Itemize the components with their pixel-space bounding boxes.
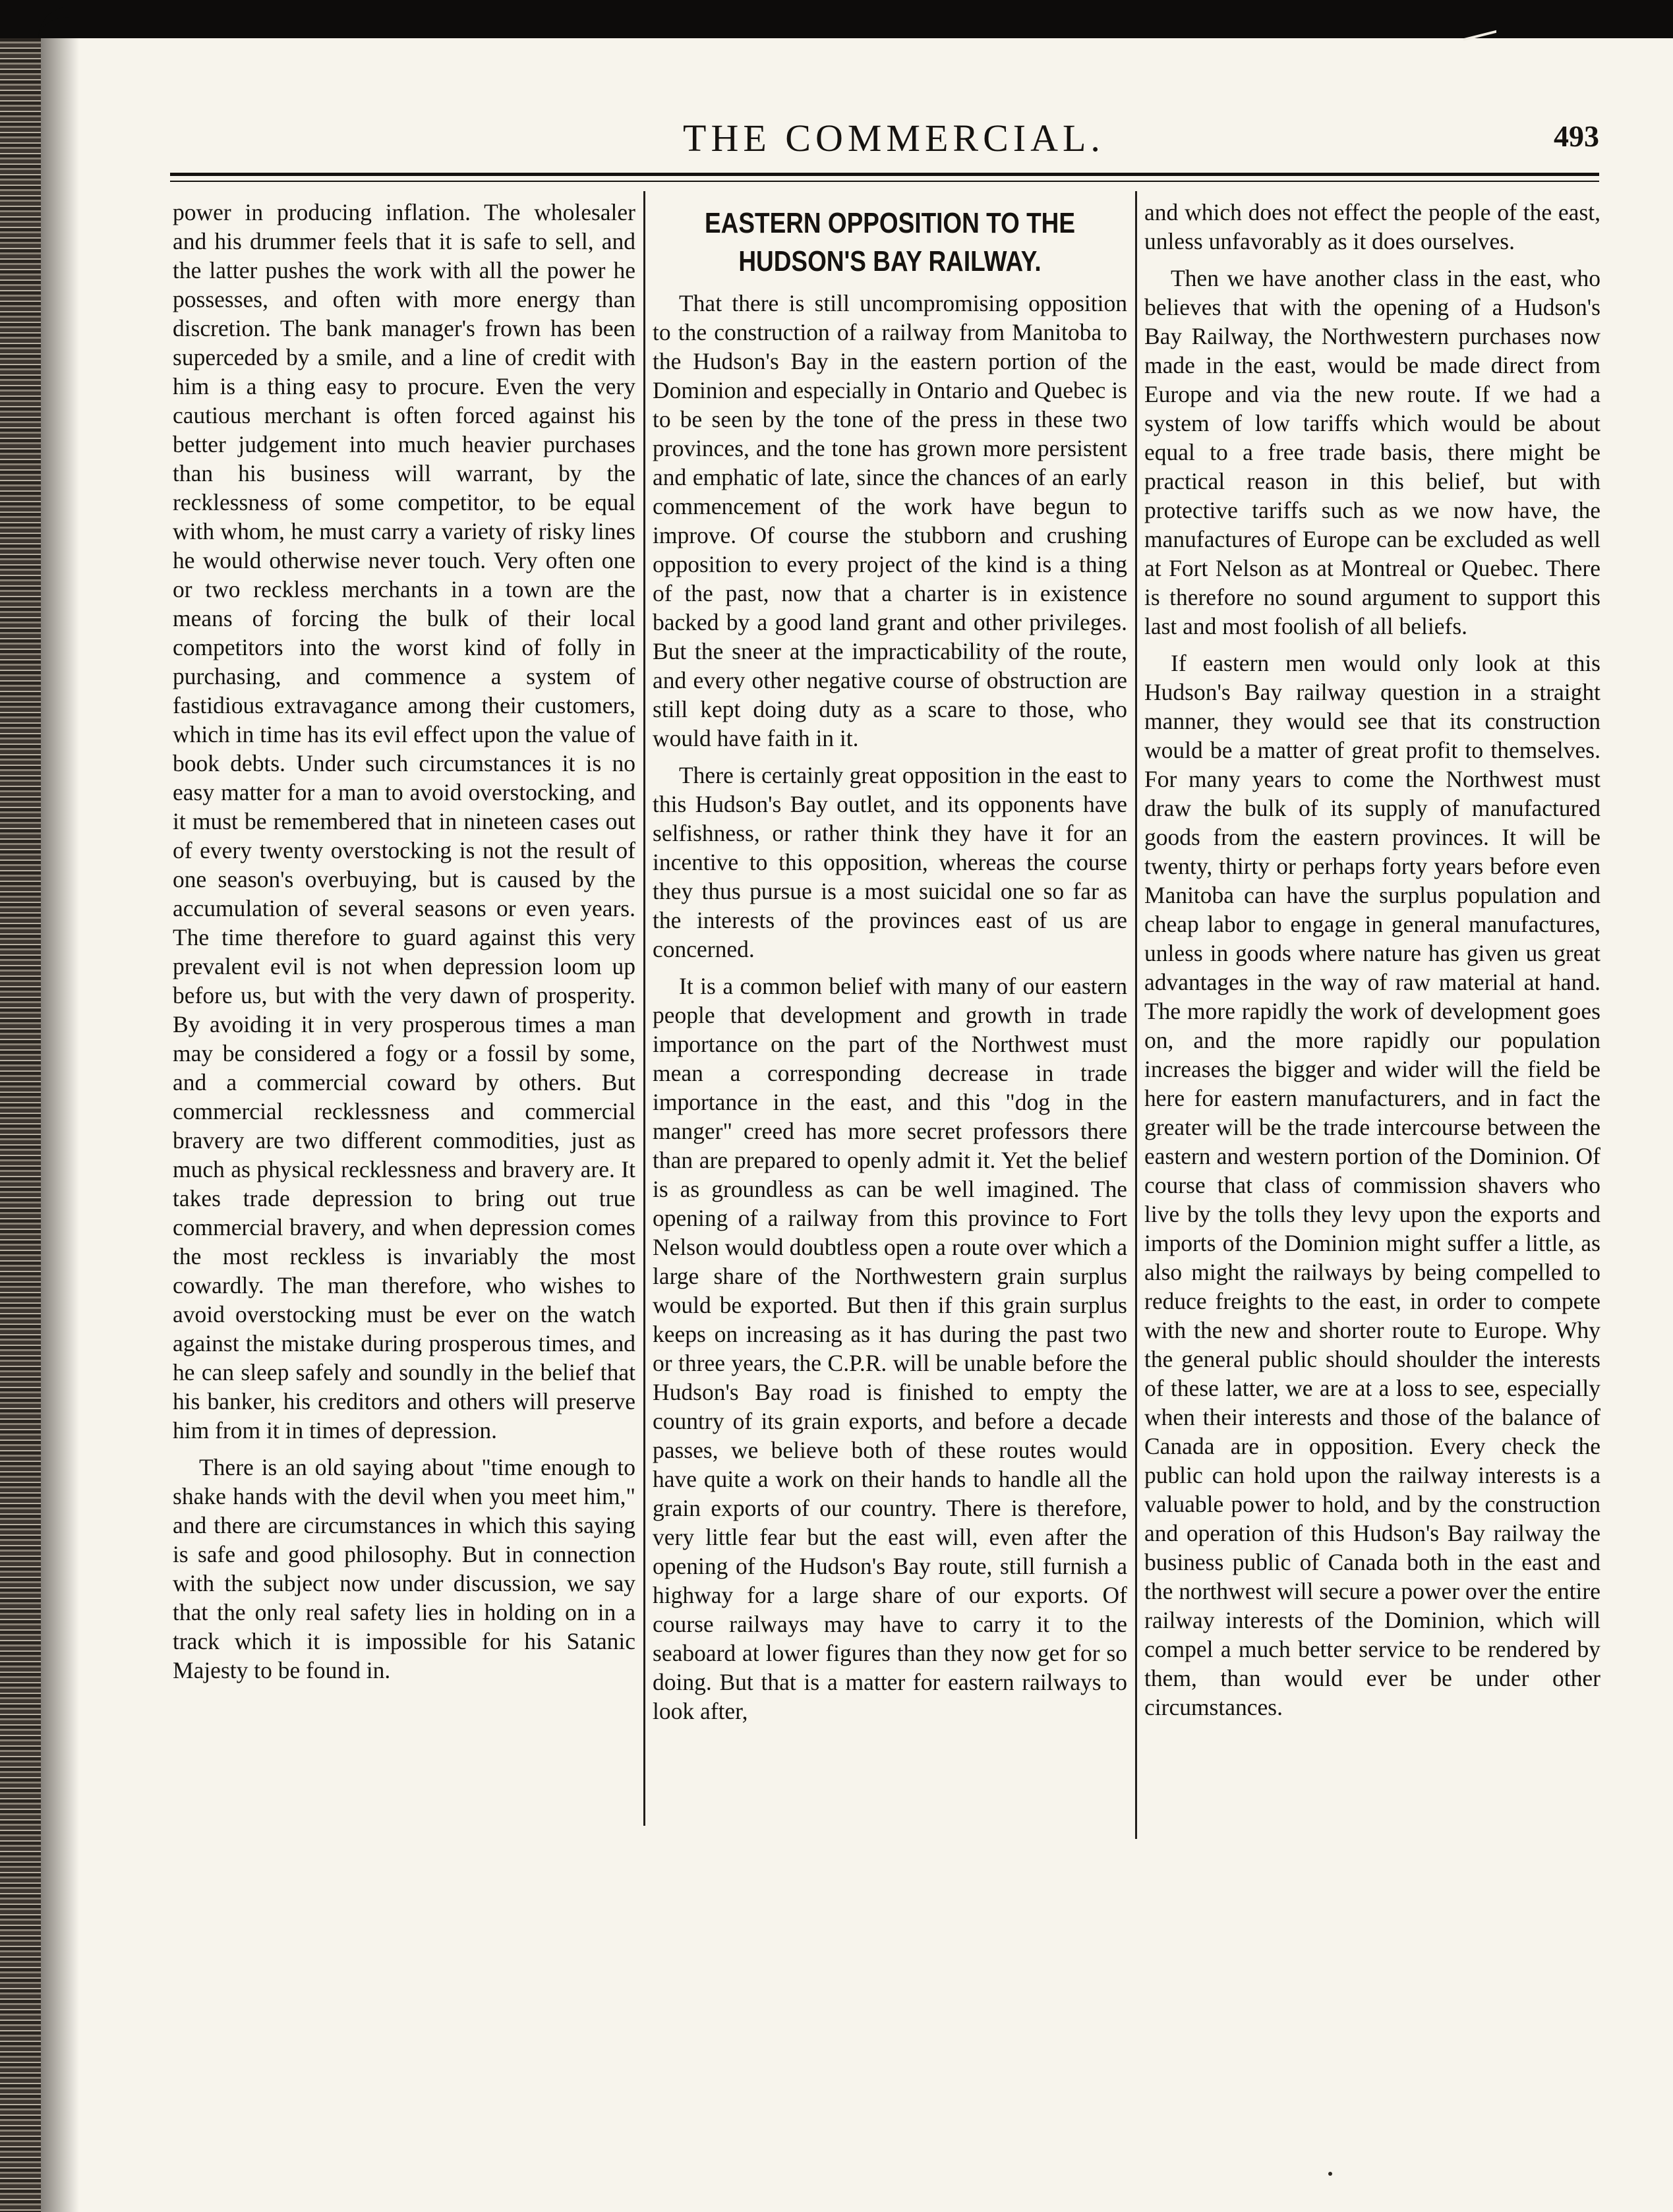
binding-texture: [0, 38, 41, 2212]
print-speck: [1328, 2172, 1332, 2176]
article-column-3: [1144, 198, 1600, 1730]
scan-top-border: [0, 0, 1673, 38]
paragraph: power in producing inflation. The wholesaler and his drummer feels that it is safe to sell, and the latter pushes the work with all the power he possesses, and often with more energy than discretion. The bank manager's frown has been superceded by a smile, and a line of credit with him is a thing easy to procure. Even the very cautious merchant is often forced against his better judgement into much heavier purchases than his business will warrant, by the recklessness of some competitor, to be equal with whom, he must carry a variety of risky lines he would otherwise never touch. Very often one or two reckless merchants in a town are the means of forcing the bulk of their local competitors into the worst kind of folly in purchasing, and commence a system of fastidious extravagance among their customers, which in time has its evil effect upon the value of book debts. Under such circumstances it is no easy matter for a man to avoid overstocking, and it must be remembered that in nineteen cases out of every twenty overstocking is not the result of one season's overbuying, but is caused by the accumulation of several seasons or even years. The time therefore to guard against this very prevalent evil is not when depression loom up before us, but with the very dawn of prosperity. By avoiding it in very prosperous times a man may be considered a fogy or a fossil by some, and a commercial coward by others. But commercial recklessness and commercial bravery are two different commodities, just as much as physical recklessness and bravery are. It takes trade depression to bring out true commercial bravery, and when depression comes the most reckless is invariably the most cowardly. The man therefore, who wishes to avoid overstocking must be ever on the watch against the mistake during prosperous times, and he can sleep safely and soundly in the belief that his banker, his creditors and others will preserve him from it in times of depression.: [173, 199, 635, 1443]
article-column-1: [173, 198, 635, 1693]
binding-curl: [38, 7, 144, 38]
masthead: THE COMMERCIAL.: [683, 117, 1105, 160]
page-binding-edge: [0, 38, 79, 2212]
paragraph: and which does not effect the people of the east, unless unfavorably as it does ourselves.: [1144, 199, 1600, 254]
header-rule-thin: [170, 181, 1599, 182]
paragraph: Then we have another class in the east, who believes that with the opening of a Hudson's Bay Railway, the Northwestern purchases now made in the east, would be made direct from Europe and via the new route. If we had a system of low tariffs which would be about equal to a free trade basis, there might be practical reason in this belief, but with protective tariffs such as we now have, the manufactures of Europe can be excluded as well at Fort Nelson as at Montreal or Quebec. There is therefore no sound argument to support this last and most foolish of all beliefs.: [1144, 265, 1600, 639]
pen-mark: [1463, 22, 1496, 41]
paragraph: There is certainly great opposition in the east to this Hudson's Bay outlet, and its opponents have selfishness, or rather think they have it for an incentive to this opposition, whereas the course they thus pursue is a most suicidal one so far as the interests of the provinces east of us are concerned.: [653, 762, 1127, 962]
column-rule-2: [1135, 191, 1137, 1839]
paragraph: It is a common belief with many of our eastern people that development and growth in trade importance on the part of the Northwest must mean a corresponding decrease in trade importance in the east, and this "dog in the manger" creed has more secret professors there than are prepared to openly admit it. Yet the belief is as groundless as can be well imagined. The opening of a railway from this province to Fort Nelson would doubtless open a route over which a large share of the Northwestern grain surplus would be exported. But then if this grain surplus keeps on increasing as it has during the past two or three years, the C.P.R. will be unable before the Hudson's Bay road is finished to empty the country of its grain exports, and before a decade passes, we believe both of these routes would have quite a work on their hands to handle all the grain exports of our country. There is therefore, very little fear but the east will, even after the opening of the Hudson's Bay route, still furnish a highway for a large share of our exports. Of course railways may have to carry it to the seaboard at lower figures than they now get for so doing. But that is a matter for eastern railways to look after,: [653, 973, 1127, 1724]
binding-shadow: [41, 38, 79, 2212]
header-rule-thick: [170, 173, 1599, 176]
paragraph: If eastern men would only look at this Hudson's Bay railway question in a straight manner, they would see that its construction would be a matter of great profit to themselves. For many years to come the Northwest must draw the bulk of its supply of manufactured goods from the eastern provinces. It will be twenty, thirty or perhaps forty years before even Manitoba can have the surplus population and cheap labor to engage in general manufactures, unless in goods where nature has given us great advantages in the way of raw material at hand. The more rapidly the work of development goes on, and the more rapidly our population increases the bigger and wider will the field be here for eastern manufacturers, and in fact the greater will be the trade intercourse between the eastern and western portion of the Dominion. Of course that class of commission shavers who live by the tolls they levy upon the exports and imports of the Dominion might suffer a little, as also might the railways by being compelled to reduce freights to the east, in order to compete with the new and shorter route to Europe. Why the general public should shoulder the interests of these latter, we are at a loss to see, especially when their interests and those of the balance of Canada are in opposition. Every check the public can hold upon the railway interests is a valuable power to hold, and by the construction and operation of this Hudson's Bay railway the business public of Canada both in the east and the northwest will secure a power over the entire railway interests of the Dominion, which will compel a much better service to be rendered by them, than would ever be under other circumstances.: [1144, 650, 1600, 1720]
page-number: 493: [1554, 119, 1599, 153]
column-rule-1: [643, 191, 645, 1826]
paragraph: There is an old saying about "time enough to shake hands with the devil when you meet him," and there are circumstances in which this saying is safe and good philosophy. But in connection with the subject now under discussion, we say that the only real safety lies in holding on in a track which it is impossible for his Satanic Majesty to be found in.: [173, 1454, 635, 1683]
article-headline: EASTERN OPPOSITION TO THE HUDSON'S BAY RAILWAY.: [704, 207, 1075, 277]
article-column-2: [653, 198, 1127, 1733]
paragraph: That there is still uncompromising opposition to the construction of a railway from Manitoba to the Hudson's Bay in the eastern portion of the Dominion and especially in Ontario and Quebec is to be seen by the tone of the press in these two provinces, and the tone has grown more persistent and emphatic of late, since the chances of an early commencement of the work have begun to improve. Of course the stubborn and crushing opposition to every project of the kind is a thing of the past, now that a charter is in existence backed by a good land grant and other privileges. But the sneer at the impracticability of the route, and every other negative course of obstruction are still kept doing duty as a scare to those, who would have faith in it.: [653, 290, 1127, 751]
